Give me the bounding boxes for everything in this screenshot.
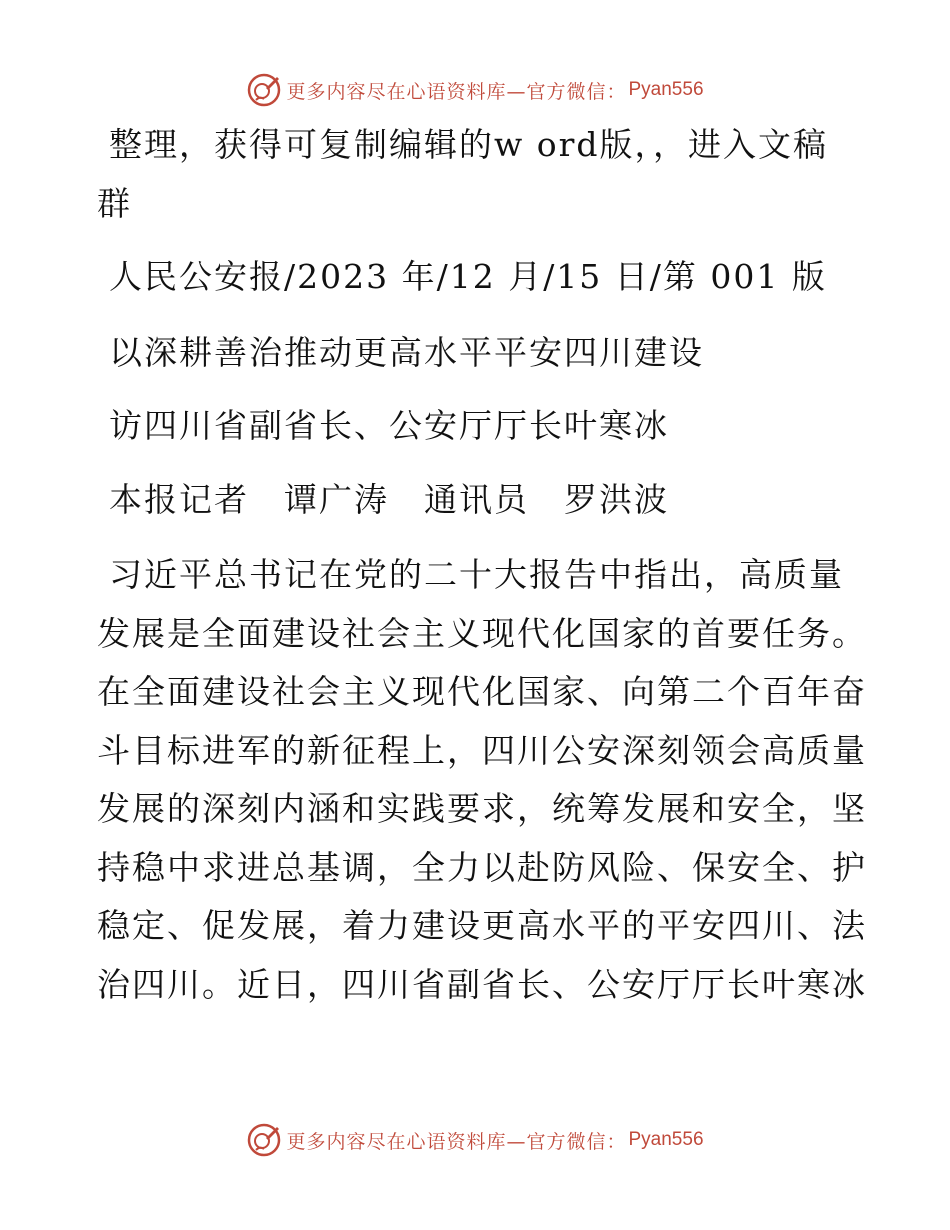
article-byline: 本报记者 谭广涛 通讯员 罗洪波 — [109, 480, 669, 519]
body-line: 发展是全面建设社会主义现代化国家的首要任务。 — [97, 614, 867, 653]
banner-wechat-id: Pyan556 — [628, 1129, 704, 1150]
body-line: 治四川。近日，四川省副省长、公安厅厅长叶寒冰 — [97, 965, 867, 1004]
article-headline: 以深耕善治推动更高水平平安四川建设 — [109, 333, 704, 372]
intro-line-1: 整理，获得可复制编辑的w ord版，，进入文稿 — [109, 125, 829, 164]
library-logo-icon — [246, 72, 282, 108]
body-line: 稳定、促发展，着力建设更高水平的平安四川、法 — [97, 906, 867, 945]
body-line: 发展的深刻内涵和实践要求，统筹发展和安全，坚 — [97, 789, 867, 828]
banner-wechat-id: Pyan556 — [628, 79, 704, 100]
banner-text: 更多内容尽在心语资料库—官方微信： — [286, 1130, 627, 1153]
banner-text: 更多内容尽在心语资料库—官方微信： — [286, 80, 627, 103]
library-logo-icon — [246, 1122, 282, 1158]
article-subheadline: 访四川省副省长、公安厅厅长叶寒冰 — [109, 406, 669, 445]
header-watermark-banner — [0, 70, 950, 110]
intro-line-2: 群 — [97, 184, 132, 223]
body-line: 习近平总书记在党的二十大报告中指出，高质量 — [109, 555, 844, 594]
article-source: 人民公安报/2023 年/12 月/15 日/第 001 版 — [109, 257, 827, 296]
body-line: 持稳中求进总基调，全力以赴防风险、保安全、护 — [97, 848, 867, 887]
body-line: 在全面建设社会主义现代化国家、向第二个百年奋 — [97, 672, 867, 711]
footer-watermark-banner — [0, 1120, 950, 1160]
body-line: 斗目标进军的新征程上，四川公安深刻领会高质量 — [97, 731, 867, 770]
